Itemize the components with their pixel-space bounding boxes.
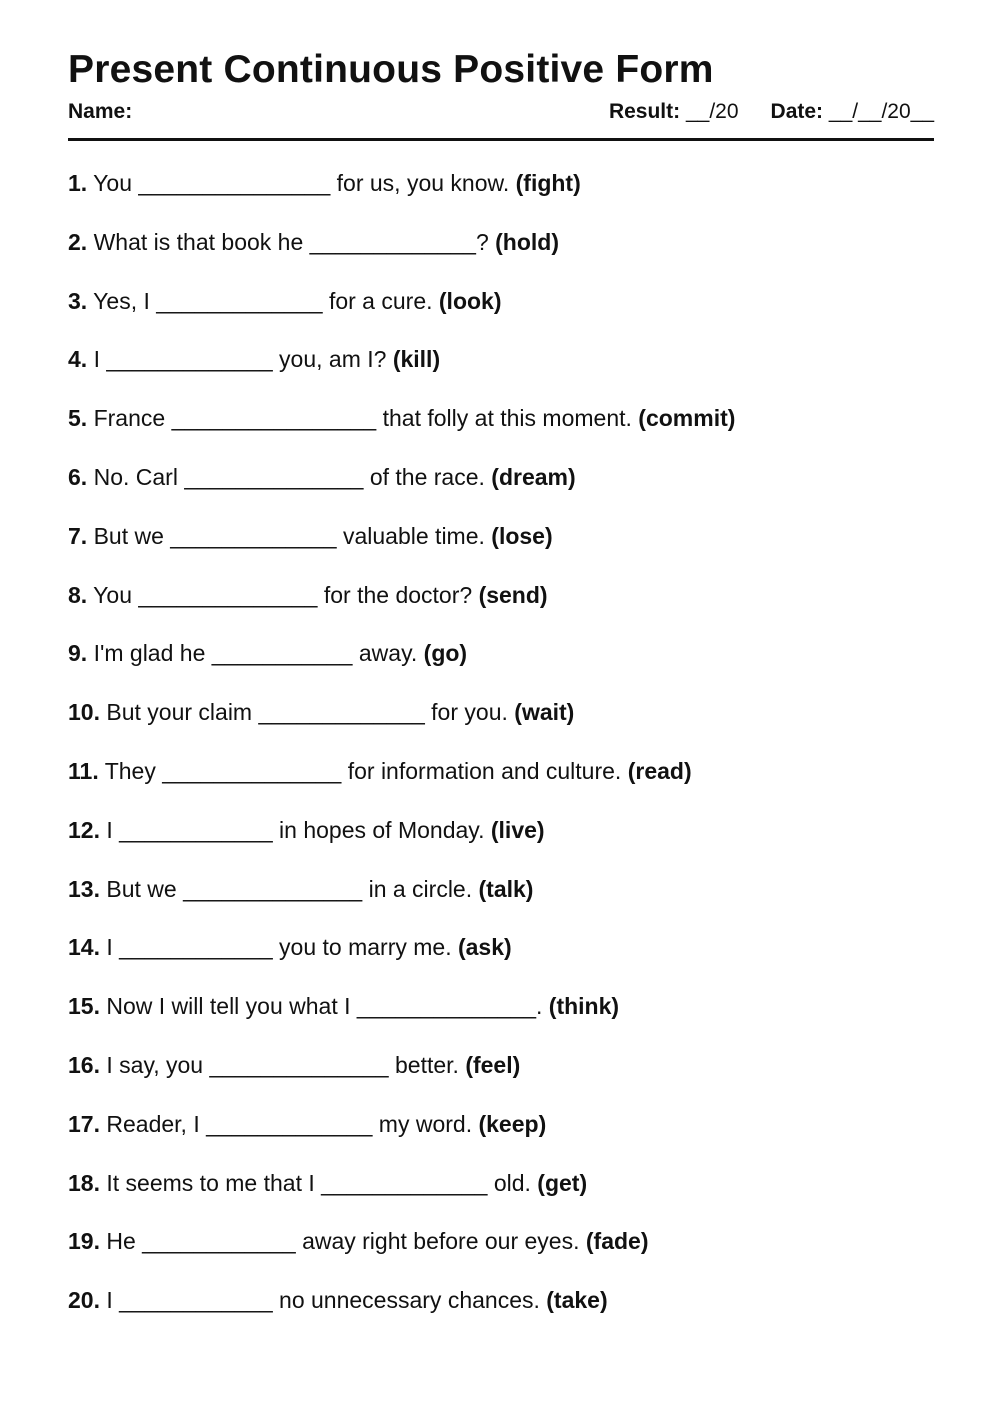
question-text-before: Yes, I	[93, 287, 150, 314]
date-label: Date:	[770, 100, 824, 123]
question-text-before: They	[104, 757, 156, 784]
question-text-before: He	[106, 1228, 136, 1255]
meta-row	[68, 100, 934, 134]
verb-hint: (keep)	[478, 1110, 547, 1137]
date-value: __/__/20__	[828, 100, 934, 123]
question-text-before: I	[106, 816, 113, 843]
question-text-after: for a cure.	[328, 287, 433, 314]
verb-hint: (get)	[537, 1169, 588, 1196]
verb-hint: (read)	[627, 757, 692, 784]
question-number: 2.	[68, 228, 88, 255]
question-text-after: .	[536, 993, 543, 1020]
question-item	[68, 461, 934, 520]
question-text-after: you to marry me.	[279, 934, 452, 961]
answer-blank: _____________	[106, 346, 273, 373]
verb-hint: (commit)	[638, 405, 736, 432]
verb-hint: (fight)	[515, 170, 581, 196]
question-item	[68, 990, 934, 1049]
question-number: 11.	[68, 757, 99, 784]
verb-hint: (look)	[438, 287, 502, 314]
question-number: 20.	[68, 1287, 100, 1314]
question-text-before: Reader, I	[106, 1110, 200, 1137]
question-number: 1.	[68, 170, 88, 196]
verb-hint: (fade)	[585, 1228, 649, 1255]
question-item	[68, 579, 934, 638]
question-text-before: I	[106, 934, 113, 961]
question-text-before: France	[93, 405, 166, 432]
question-number: 13.	[68, 875, 100, 902]
verb-hint: (lose)	[491, 522, 553, 549]
question-text-after: you, am I?	[279, 346, 387, 373]
question-text-after: better.	[394, 1051, 459, 1078]
question-text-after: for the doctor?	[323, 581, 473, 608]
question-text-after: old.	[493, 1169, 531, 1196]
answer-blank: _____________	[206, 1110, 373, 1137]
question-text-after: no unnecessary chances.	[279, 1287, 540, 1314]
result-label: Result:	[608, 100, 681, 123]
question-item	[68, 285, 934, 344]
question-item	[68, 343, 934, 402]
verb-hint: (feel)	[465, 1051, 521, 1078]
header-divider	[68, 138, 934, 141]
question-text-before: What is that book he	[93, 228, 304, 255]
question-number: 7.	[68, 522, 88, 549]
verb-hint: (think)	[548, 993, 620, 1020]
question-text-after: away.	[358, 640, 418, 667]
answer-blank: _____________	[258, 699, 425, 726]
question-number: 12.	[68, 816, 100, 843]
question-item	[68, 402, 934, 461]
question-item	[68, 520, 934, 579]
page-title: Present Continuous Positive Form	[68, 48, 714, 91]
question-text-after: in a circle.	[368, 875, 473, 902]
answer-blank: ____________	[119, 1287, 273, 1314]
question-number: 17.	[68, 1110, 100, 1137]
question-text-before: I	[93, 346, 100, 373]
verb-hint: (send)	[478, 581, 548, 608]
question-number: 18.	[68, 1169, 100, 1196]
question-number: 19.	[68, 1228, 100, 1255]
answer-blank: _______________	[138, 170, 331, 196]
question-text-after: valuable time.	[342, 522, 485, 549]
answer-blank: ____________	[119, 816, 273, 843]
answer-blank: _____________	[170, 522, 337, 549]
question-item	[68, 1284, 934, 1343]
verb-hint: (go)	[423, 640, 468, 667]
question-text-after: for us, you know.	[336, 170, 510, 196]
question-text-after: for you.	[431, 699, 508, 726]
result-value: __/20	[685, 100, 739, 123]
date-field	[771, 100, 934, 124]
verb-hint: (hold)	[495, 228, 559, 255]
answer-blank: ___________	[211, 640, 353, 667]
question-text-before: I'm glad he	[93, 640, 206, 667]
question-text-before: It seems to me that I	[106, 1169, 315, 1196]
question-item	[68, 1167, 934, 1226]
question-text-after: ?	[475, 228, 489, 255]
question-text-after: my word.	[378, 1110, 473, 1137]
answer-blank: ______________	[209, 1051, 389, 1078]
answer-blank: ______________	[184, 463, 364, 490]
question-number: 9.	[68, 640, 88, 667]
question-text-before: But we	[93, 522, 164, 549]
answer-blank: _____________	[321, 1169, 488, 1196]
question-number: 4.	[68, 346, 88, 373]
question-text-after: in hopes of Monday.	[279, 816, 485, 843]
question-number: 5.	[68, 405, 88, 432]
question-text-before: Now I will tell you what I	[106, 993, 351, 1020]
answer-blank: ______________	[183, 875, 363, 902]
question-number: 16.	[68, 1051, 100, 1078]
question-text-after: for information and culture.	[347, 757, 622, 784]
answer-blank: ______________	[138, 581, 318, 608]
question-item	[68, 637, 934, 696]
answer-blank: ______________	[162, 757, 342, 784]
question-text-before: But your claim	[106, 699, 253, 726]
question-number: 6.	[68, 463, 88, 490]
result-field	[609, 100, 739, 124]
answer-blank: _____________	[309, 228, 476, 255]
question-text-before: You	[93, 170, 132, 196]
worksheet	[68, 42, 934, 1343]
question-text-after: that folly at this moment.	[382, 405, 632, 432]
question-item	[68, 1225, 934, 1284]
verb-hint: (talk)	[478, 875, 534, 902]
question-number: 8.	[68, 581, 88, 608]
question-text-before: You	[93, 581, 132, 608]
question-item	[68, 1049, 934, 1108]
question-text-before: But we	[106, 875, 177, 902]
question-item	[68, 814, 934, 873]
question-item	[68, 931, 934, 990]
question-list	[68, 167, 934, 1343]
verb-hint: (take)	[546, 1287, 608, 1314]
verb-hint: (kill)	[392, 346, 441, 373]
answer-blank: ________________	[171, 405, 377, 432]
question-item	[68, 167, 934, 226]
question-item	[68, 873, 934, 932]
question-text-before: I say, you	[106, 1051, 204, 1078]
question-item	[68, 1108, 934, 1167]
question-text-before: I	[106, 1287, 113, 1314]
verb-hint: (ask)	[457, 934, 512, 961]
question-item	[68, 755, 934, 814]
answer-blank: ______________	[356, 993, 536, 1020]
question-text-before: No. Carl	[93, 463, 178, 490]
answer-blank: ____________	[142, 1228, 296, 1255]
question-item	[68, 226, 934, 285]
question-number: 3.	[68, 287, 88, 314]
name-label: Name:	[68, 100, 133, 123]
verb-hint: (dream)	[491, 463, 576, 490]
question-number: 15.	[68, 993, 100, 1020]
verb-hint: (wait)	[514, 699, 575, 726]
question-text-after: of the race.	[369, 463, 485, 490]
question-item	[68, 696, 934, 755]
question-number: 14.	[68, 934, 100, 961]
answer-blank: ____________	[119, 934, 273, 961]
question-text-after: away right before our eyes.	[302, 1228, 580, 1255]
question-number: 10.	[68, 699, 100, 726]
verb-hint: (live)	[490, 816, 545, 843]
answer-blank: _____________	[156, 287, 323, 314]
